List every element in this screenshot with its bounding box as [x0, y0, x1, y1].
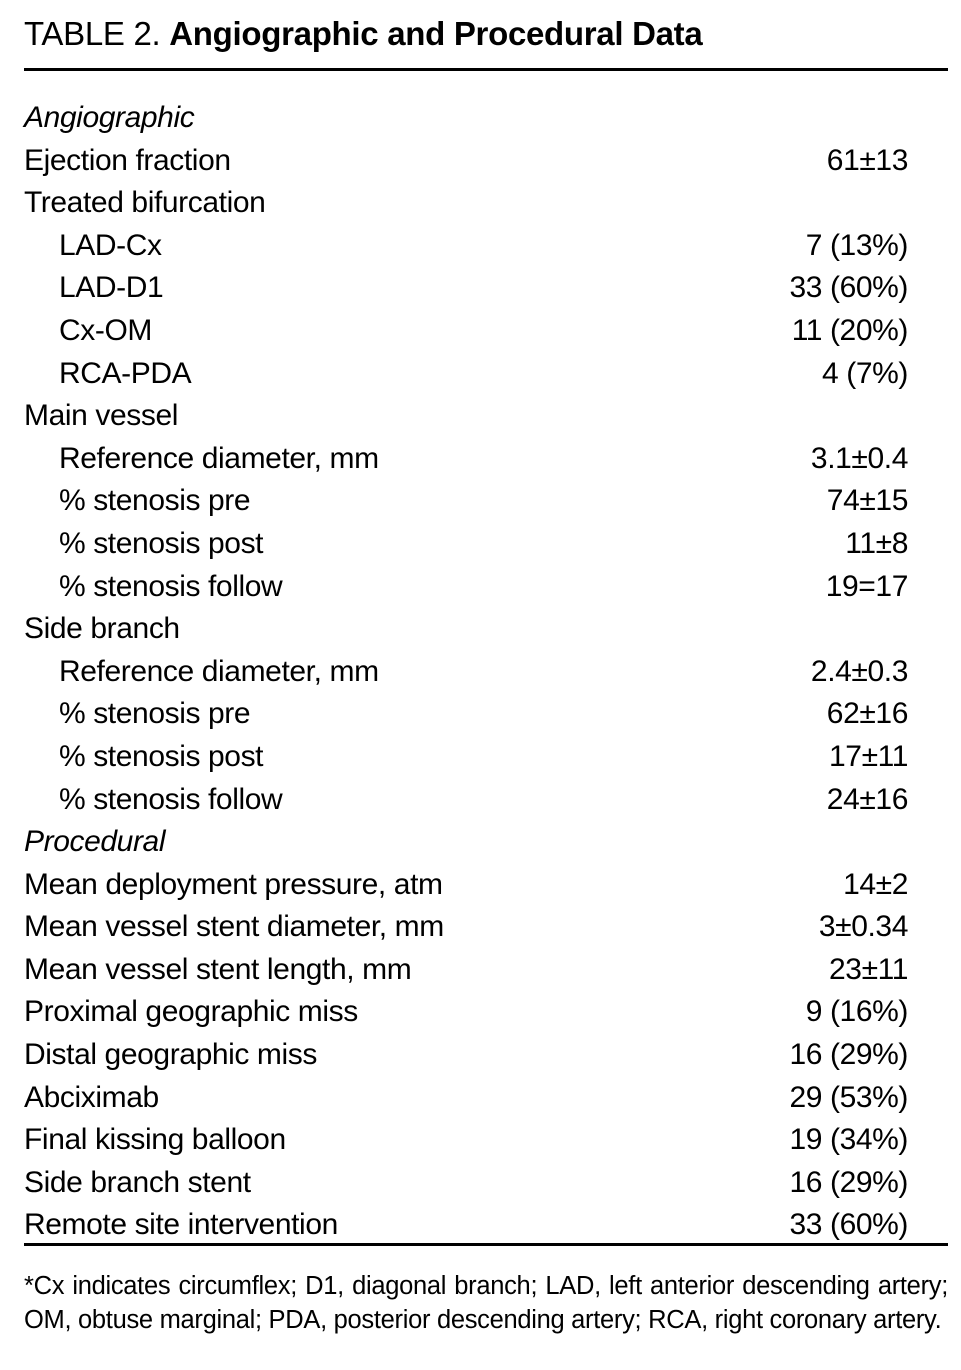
row-value: 33 (60%): [789, 1208, 908, 1242]
row-label: Remote site intervention: [24, 1208, 338, 1242]
row-label: Main vessel: [24, 399, 178, 433]
table-row: [24, 651, 948, 694]
row-label: Distal geographic miss: [24, 1038, 317, 1072]
table-row: [24, 1204, 948, 1247]
row-label: RCA-PDA: [59, 356, 192, 390]
table-row: [24, 991, 948, 1034]
row-value: 14±2: [843, 867, 908, 901]
table-row: [24, 395, 948, 438]
row-value: 7 (13%): [805, 228, 908, 262]
row-label: Cx-OM: [59, 313, 152, 347]
row-value: 3.1±0.4: [810, 441, 908, 475]
row-value: 19=17: [825, 569, 908, 603]
row-label: Treated bifurcation: [24, 186, 266, 220]
table-number: TABLE 2.: [24, 15, 161, 52]
row-label: % stenosis post: [59, 526, 264, 560]
row-value: 2.4±0.3: [810, 654, 908, 688]
row-label: LAD-Cx: [59, 228, 162, 262]
row-value: 11±8: [845, 526, 908, 560]
row-value: 61±13: [826, 143, 908, 177]
section-label: Angiographic: [24, 101, 195, 134]
table-footnote: *Cx indicates circumflex; D1, diagonal branch; LAD, left anterior descending artery; OM, obtuse marginal; PDA, posterior descending artery; RCA, right coronary artery.: [24, 1272, 948, 1334]
table-row: [24, 608, 948, 651]
row-label: LAD-D1: [59, 271, 164, 305]
table-row: [24, 779, 948, 822]
section-header-row: [24, 97, 948, 140]
row-value: 11 (20%): [791, 313, 908, 347]
row-value: 9 (16%): [805, 995, 908, 1029]
row-value: 33 (60%): [789, 271, 908, 305]
table-row: [24, 566, 948, 609]
row-label: Ejection fraction: [24, 143, 231, 177]
table-row: [24, 225, 948, 268]
row-value: 4 (7%): [822, 356, 908, 390]
section-header-row: [24, 821, 948, 864]
section-label: Procedural: [24, 825, 166, 859]
row-label: % stenosis pre: [59, 697, 251, 731]
table-row: [24, 267, 948, 310]
table-row: [24, 1119, 948, 1162]
row-value: 16 (29%): [789, 1165, 908, 1199]
table-row: [24, 864, 948, 907]
row-label: Side branch: [24, 612, 180, 646]
row-value: 19 (34%): [789, 1123, 908, 1157]
table-row: [24, 480, 948, 523]
table-row: [24, 1162, 948, 1205]
table-page: [24, 12, 948, 1334]
row-value: 23±11: [829, 952, 908, 986]
row-label: Abciximab: [24, 1080, 159, 1114]
table-row: [24, 310, 948, 353]
table-row: [24, 693, 948, 736]
row-value: 29 (53%): [789, 1080, 908, 1114]
row-value: 74±15: [826, 484, 908, 518]
table-row: [24, 140, 948, 183]
table-heading: Angiographic and Procedural Data: [169, 15, 703, 52]
table-row: [24, 949, 948, 992]
row-value: 3±0.34: [818, 910, 908, 944]
table-row: [24, 1034, 948, 1077]
row-label: Reference diameter, mm: [59, 441, 379, 475]
row-label: % stenosis pre: [59, 484, 251, 518]
bottom-rule: [24, 1243, 948, 1246]
row-label: % stenosis post: [59, 739, 264, 773]
row-value: 24±16: [826, 782, 908, 816]
table-row: [24, 736, 948, 779]
row-label: Reference diameter, mm: [59, 654, 379, 688]
table-row: [24, 523, 948, 566]
row-label: % stenosis follow: [59, 782, 283, 816]
row-value: 17±11: [829, 739, 908, 773]
row-label: Mean vessel stent diameter, mm: [24, 910, 444, 944]
table-row: [24, 182, 948, 225]
table-row: [24, 353, 948, 396]
row-value: 16 (29%): [789, 1038, 908, 1072]
row-value: 62±16: [826, 697, 908, 731]
table-row: [24, 1077, 948, 1120]
row-label: Proximal geographic miss: [24, 995, 358, 1029]
table-row: [24, 906, 948, 949]
table-body: [24, 97, 948, 1247]
table-title: [24, 12, 948, 56]
row-label: Mean deployment pressure, atm: [24, 867, 443, 901]
row-label: Mean vessel stent length, mm: [24, 952, 412, 986]
top-rule: [24, 68, 948, 71]
row-label: % stenosis follow: [59, 569, 283, 603]
table-row: [24, 438, 948, 481]
row-label: Side branch stent: [24, 1165, 251, 1199]
row-label: Final kissing balloon: [24, 1123, 286, 1157]
